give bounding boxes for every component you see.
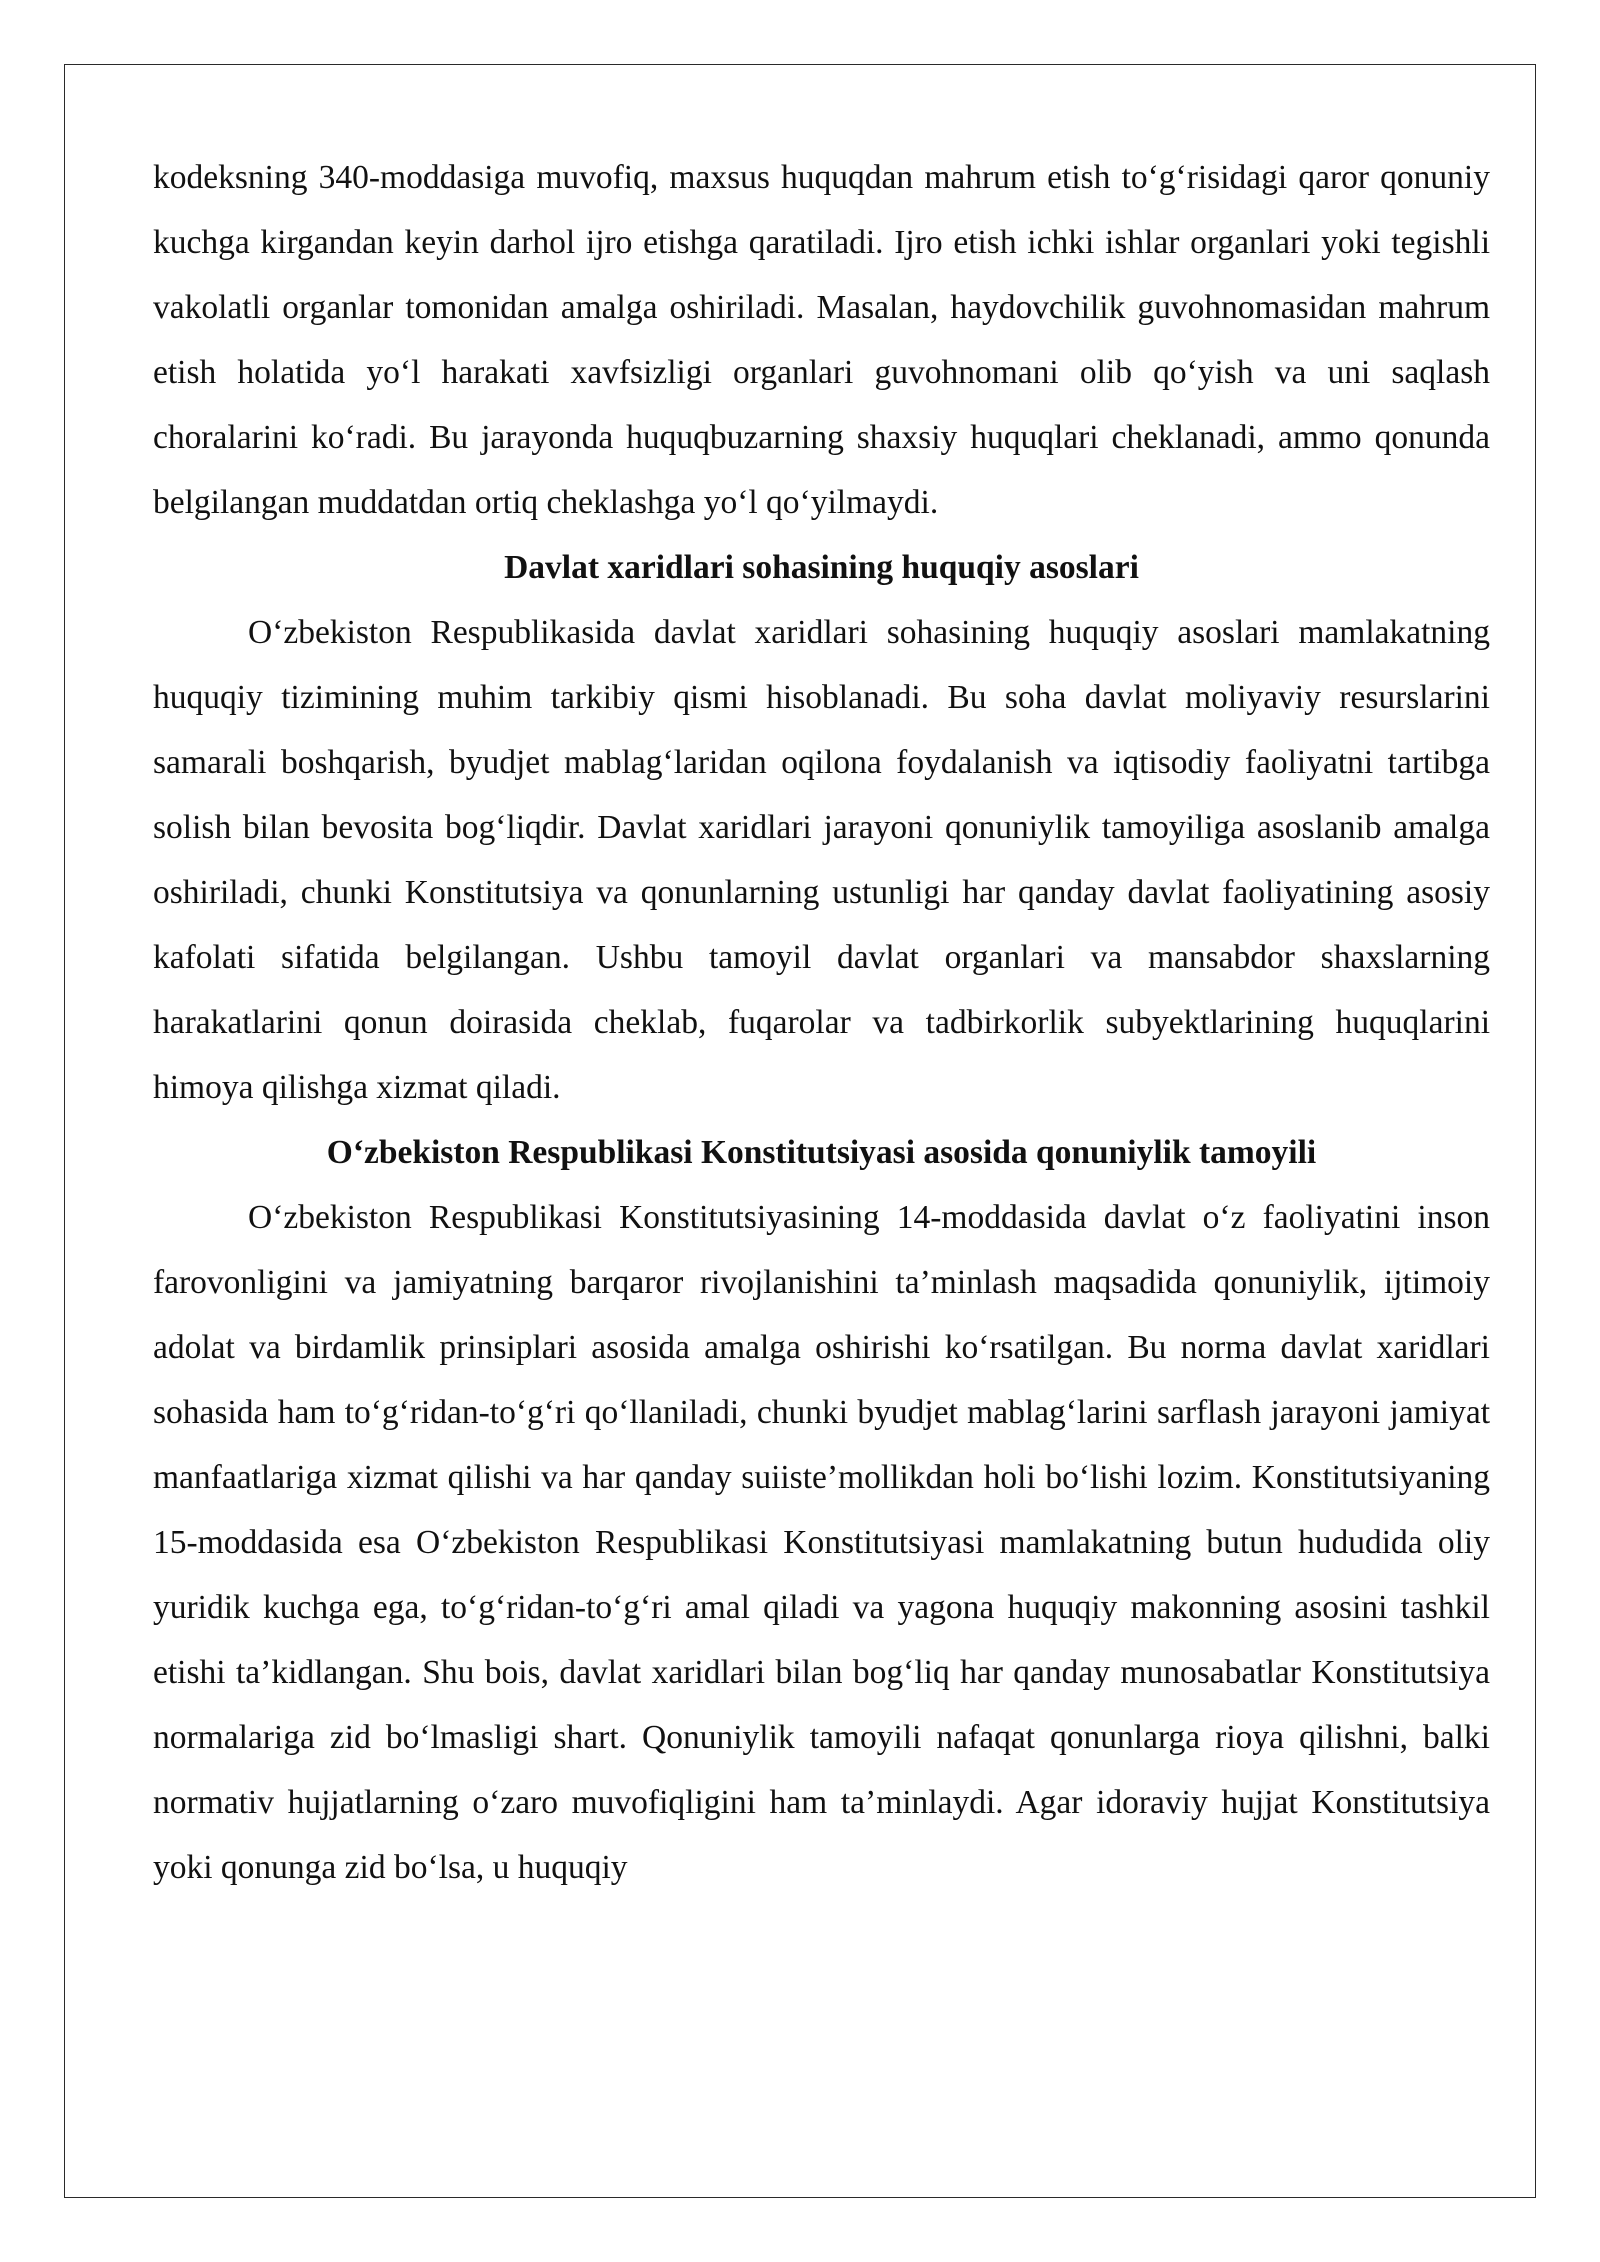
paragraph-legality-principle: O‘zbekiston Respublikasi Konstitutsiyasining 14-moddasida davlat o‘z faoliyatini inson farovonligini va jamiyatning barqaror rivojlanishini ta’minlash maqsadida qonuniylik, ijtimoiy adolat va birdamlik prinsiplari asosida amalga oshirishi ko‘rsatilgan. Bu norma davlat xaridlari sohasida ham to‘g‘ridan-to‘g‘ri qo‘llaniladi, chunki byudjet mablag‘larini sarflash jarayoni jamiyat manfaatlariga xizmat qilishi va har qanday suiiste’mollikdan holi bo‘lishi lozim. Konstitutsiyaning 15-moddasida esa O‘zbekiston Respublikasi Konstitutsiyasi mamlakatning butun hududida oliy yuridik kuchga ega, to‘g‘ridan-to‘g‘ri amal qiladi va yagona huquqiy makonning asosini tashkil etishi ta’kidlangan. Shu bois, davlat xaridlari bilan bog‘liq har qanday munosabatlar Konstitutsiya normalariga zid bo‘lmasligi shart. Qonuniylik tamoyili nafaqat qonunlarga rioya qilishni, balki normativ hujjatlarning o‘zaro muvofiqligini ham ta’minlaydi. Agar idoraviy hujjat Konstitutsiya yoki qonunga zid bo‘lsa, u huquqiy <box>153 1199 1490 1886</box>
paragraph-continuation: kodeksning 340-moddasiga muvofiq, maxsus huquqdan mahrum etish to‘g‘risidagi qaror qonuniy kuchga kirgandan keyin darhol ijro etishga qaratiladi. Ijro etish ichki ishlar organlari yoki tegishli vakolatli organlar tomonidan amalga oshiriladi. Masalan, haydovchilik guvohnomasidan mahrum etish holatida yo‘l harakati xavfsizligi organlari guvohnomani olib qo‘yish va uni saqlash choralarini ko‘radi. Bu jarayonda huquqbuzarning shaxsiy huquqlari cheklanadi, ammo qonunda belgilangan muddatdan ortiq cheklashga yo‘l qo‘yilmaydi. <box>153 159 1490 521</box>
paragraph-legal-basis: O‘zbekiston Respublikasida davlat xaridlari sohasining huquqiy asoslari mamlakatning huquqiy tizimining muhim tarkibiy qismi hisoblanadi. Bu soha davlat moliyaviy resurslarini samarali boshqarish, byudjet mablag‘laridan oqilona foydalanish va iqtisodiy faoliyatni tartibga solish bilan bevosita bog‘liqdir. Davlat xaridlari jarayoni qonuniylik tamoyiliga asoslanib amalga oshiriladi, chunki Konstitutsiya va qonunlarning ustunligi har qanday davlat faoliyatining asosiy kafolati sifatida belgilangan. Ushbu tamoyil davlat organlari va mansabdor shaxslarning harakatlarini qonun doirasida cheklab, fuqarolar va tadbirkorlik subyektlarining huquqlarini himoya qilishga xizmat qiladi. <box>153 614 1490 1106</box>
section-heading-legal-basis: Davlat xaridlari sohasining huquqiy asoslari <box>504 549 1139 586</box>
section-heading-legality-principle: O‘zbekiston Respublikasi Konstitutsiyasi asosida qonuniylik tamoyili <box>326 1134 1317 1171</box>
document-body <box>153 145 1490 1900</box>
